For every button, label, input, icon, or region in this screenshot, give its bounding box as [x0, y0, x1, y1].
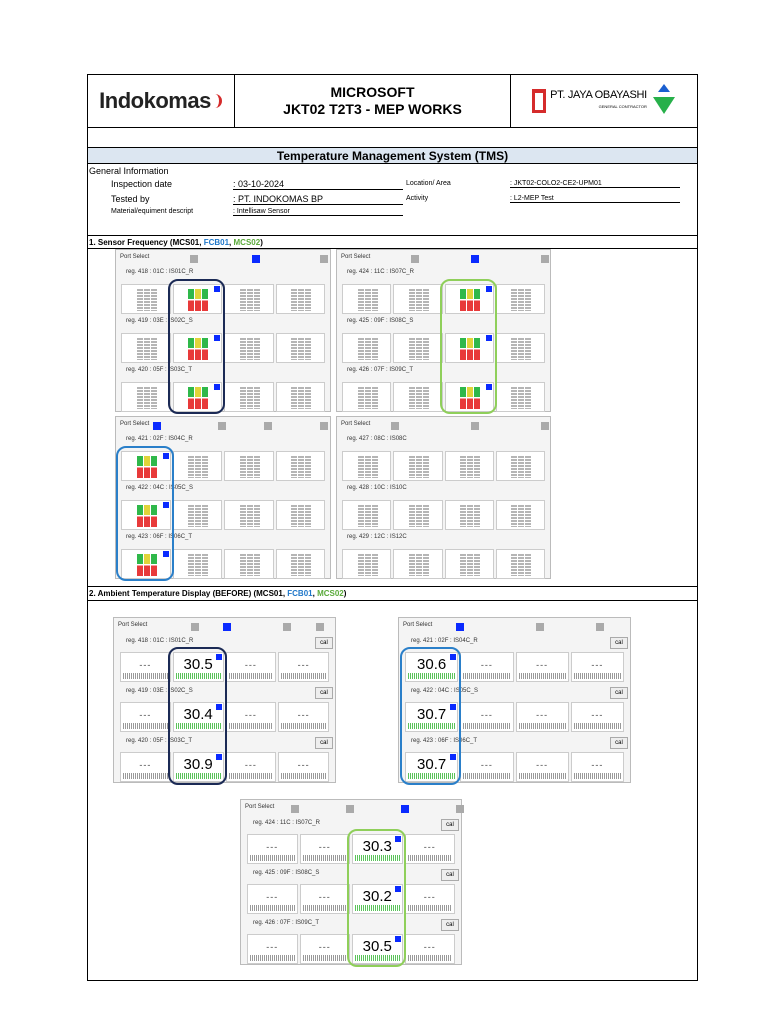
sensor-cell[interactable] [445, 451, 494, 481]
sensor-cell[interactable] [224, 500, 274, 530]
sensor-cell[interactable] [393, 284, 442, 314]
level-bar [408, 955, 453, 961]
level-bar [519, 673, 566, 679]
signal-bars-icon [409, 289, 429, 311]
signal-bars-icon [409, 554, 429, 576]
signal-bars-icon [358, 387, 378, 409]
sensor-cell[interactable] [342, 382, 391, 412]
temperature-cell[interactable] [300, 934, 351, 964]
signal-bars-icon [358, 554, 378, 576]
signal-bars-icon [511, 338, 531, 360]
signal-bars-icon [358, 289, 378, 311]
temperature-cell[interactable] [226, 652, 277, 682]
sensor-cell[interactable] [121, 333, 171, 363]
level-bar [229, 773, 274, 779]
signal-bars-icon [137, 387, 157, 409]
sensor-cell[interactable] [393, 451, 442, 481]
level-bar [463, 673, 510, 679]
cal-button[interactable]: cal [315, 687, 333, 699]
port-select-label: Port Select [403, 622, 433, 628]
temperature-cell[interactable] [120, 752, 171, 782]
sensor-cell[interactable] [342, 500, 391, 530]
temperature-cell[interactable] [247, 884, 298, 914]
sensor-cell[interactable] [342, 284, 391, 314]
divider [87, 586, 698, 587]
indokomas-logo [87, 74, 235, 127]
port-indicator[interactable] [283, 623, 291, 631]
level-bar [463, 723, 510, 729]
sensor-cell[interactable] [173, 500, 223, 530]
temperature-cell[interactable] [516, 752, 569, 782]
cal-button[interactable]: cal [441, 869, 459, 881]
sensor-cell[interactable] [173, 549, 223, 579]
tested-label: Tested by [111, 194, 150, 204]
signal-bars-icon [511, 554, 531, 576]
sensor-cell[interactable] [393, 333, 442, 363]
signal-bars-icon [409, 338, 429, 360]
highlight-box [168, 647, 227, 785]
level-bar [408, 905, 453, 911]
port-select-label: Port Select [341, 421, 371, 427]
jo-logo-text: PT. JAYA OBAYASHI [550, 88, 647, 101]
sensor-cell[interactable] [496, 500, 545, 530]
level-bar [574, 723, 621, 729]
port-indicator[interactable] [252, 255, 260, 263]
port-indicator[interactable] [541, 255, 549, 263]
port-indicator[interactable] [291, 805, 299, 813]
sensor-cell[interactable] [445, 500, 494, 530]
port-indicator[interactable] [316, 623, 324, 631]
temperature-cell[interactable] [405, 884, 456, 914]
temperature-cell[interactable] [460, 752, 513, 782]
level-bar [250, 955, 295, 961]
no-reading-dashes: --- [423, 842, 436, 852]
temperature-cell[interactable] [460, 652, 513, 682]
inspection-label: Inspection date [111, 179, 173, 189]
port-indicator[interactable] [471, 255, 479, 263]
tested-value: : PT. INDOKOMAS BP [233, 194, 403, 205]
port-indicator[interactable] [471, 422, 479, 430]
temperature-cell[interactable] [278, 702, 329, 732]
material-value: : Intellisaw Sensor [233, 208, 403, 216]
register-label: reg. 422 : 04C : IS05C_S [126, 485, 194, 491]
sensor-frequency-panel [336, 416, 551, 579]
port-indicator[interactable] [346, 805, 354, 813]
port-indicator[interactable] [391, 422, 399, 430]
signal-bars-icon [188, 505, 208, 527]
highlight-box [347, 829, 406, 967]
register-label: reg. 424 : 11C : IS07C_R [347, 269, 414, 275]
port-indicator[interactable] [223, 623, 231, 631]
port-indicator[interactable] [218, 422, 226, 430]
level-bar [123, 773, 168, 779]
cal-button[interactable]: cal [610, 637, 628, 649]
signal-bars-icon [511, 505, 531, 527]
port-indicator[interactable] [401, 805, 409, 813]
sensor-cell[interactable] [224, 382, 274, 412]
temperature-cell[interactable] [516, 702, 569, 732]
signal-bars-icon [240, 387, 260, 409]
temperature-value: 30.5 [183, 656, 213, 673]
signal-bars-icon [511, 289, 531, 311]
temperature-cell[interactable] [247, 834, 298, 864]
signal-bars-icon [358, 456, 378, 478]
level-bar [123, 723, 168, 729]
no-reading-dashes: --- [423, 942, 436, 952]
logo-swoosh-icon [212, 94, 222, 108]
sensor-cell[interactable] [445, 549, 494, 579]
level-bar [574, 673, 621, 679]
temperature-value: 30.9 [183, 756, 213, 773]
sensor-cell[interactable] [342, 451, 391, 481]
section-1-title [89, 238, 263, 247]
register-label: reg. 429 : 12C : IS12C [347, 534, 407, 540]
no-reading-dashes: --- [318, 842, 331, 852]
signal-bars-icon [291, 505, 311, 527]
location-label: Location/ Area [406, 180, 451, 187]
section-1-mcs: MCS02 [233, 238, 261, 247]
port-indicator[interactable] [320, 255, 328, 263]
temperature-cell[interactable] [405, 934, 456, 964]
sensor-cell[interactable] [121, 382, 171, 412]
register-label: reg. 419 : 03E : IS02C_S [126, 688, 193, 694]
register-label: reg. 423 : 06F : IS06C_T [126, 534, 193, 540]
temperature-value: 30.3 [362, 838, 392, 855]
location-value: : JKT02-COLO2-CE2-UPM01 [510, 180, 680, 188]
activity-value: : L2-MEP Test [510, 195, 680, 203]
level-bar [303, 855, 348, 861]
signal-bars-icon [409, 505, 429, 527]
level-bar [408, 855, 453, 861]
sensor-cell[interactable] [496, 549, 545, 579]
signal-bars-icon [240, 554, 260, 576]
signal-bars-icon [291, 387, 311, 409]
jo-logo-sub: GENERAL CONTRACTOR [598, 103, 647, 109]
section-1-fcb: FCB01 [203, 238, 230, 247]
cal-button[interactable]: cal [315, 737, 333, 749]
no-reading-dashes: --- [318, 892, 331, 902]
sensor-cell[interactable] [121, 284, 171, 314]
level-bar [250, 905, 295, 911]
level-bar [303, 905, 348, 911]
highlight-box [116, 446, 174, 581]
sensor-cell[interactable] [496, 451, 545, 481]
no-reading-dashes: --- [297, 760, 310, 770]
signal-bars-icon [291, 456, 311, 478]
jaya-obayashi-logo [511, 74, 698, 127]
temperature-cell[interactable] [226, 702, 277, 732]
port-indicator[interactable] [456, 623, 464, 631]
temperature-value: 30.7 [417, 756, 447, 773]
temperature-value: 30.6 [417, 656, 447, 673]
port-select-label: Port Select [245, 804, 275, 810]
general-heading: General Information [89, 166, 169, 176]
no-reading-dashes: --- [244, 710, 257, 720]
activity-label: Activity [406, 195, 429, 202]
sensor-cell[interactable] [224, 451, 274, 481]
level-bar [519, 723, 566, 729]
signal-bars-icon [188, 554, 208, 576]
temperature-cell[interactable] [278, 752, 329, 782]
register-label: reg. 422 : 04C : IS05C_S [411, 688, 479, 694]
port-indicator[interactable] [411, 255, 419, 263]
port-indicator[interactable] [190, 255, 198, 263]
diamond-logo-icon [651, 84, 677, 118]
signal-bars-icon [511, 387, 531, 409]
level-bar [229, 723, 274, 729]
no-reading-dashes: --- [266, 842, 279, 852]
header-title [235, 74, 511, 127]
no-reading-dashes: --- [536, 660, 549, 670]
cal-button[interactable]: cal [441, 919, 459, 931]
highlight-box [168, 279, 226, 414]
temperature-cell[interactable] [516, 652, 569, 682]
sensor-cell[interactable] [276, 549, 326, 579]
temperature-value: 30.2 [362, 888, 392, 905]
register-label: reg. 419 : 03E : IS02C_S [126, 318, 193, 324]
register-label: reg. 424 : 11C : IS07C_R [253, 820, 320, 826]
signal-bars-icon [358, 505, 378, 527]
temperature-cell[interactable] [300, 834, 351, 864]
title-line-1: MICROSOFT [330, 83, 415, 100]
signal-bars-icon [137, 338, 157, 360]
temperature-cell[interactable] [571, 702, 624, 732]
no-reading-dashes: --- [318, 942, 331, 952]
no-reading-dashes: --- [297, 660, 310, 670]
signal-bars-icon [291, 289, 311, 311]
level-bar [229, 673, 274, 679]
section-2-suffix: ) [343, 589, 347, 598]
sensor-cell[interactable] [224, 333, 274, 363]
temperature-cell[interactable] [460, 702, 513, 732]
temperature-value: 30.4 [183, 706, 213, 723]
no-reading-dashes: --- [536, 760, 549, 770]
jo-mark-icon [532, 89, 546, 113]
level-bar [281, 723, 326, 729]
cal-button[interactable]: cal [315, 637, 333, 649]
cal-button[interactable]: cal [610, 737, 628, 749]
register-label: reg. 421 : 02F : IS04C_R [411, 638, 478, 644]
tms-title: Temperature Management System (TMS) [88, 147, 697, 164]
sensor-cell[interactable] [276, 500, 326, 530]
cal-button[interactable]: cal [610, 687, 628, 699]
cal-button[interactable]: cal [441, 819, 459, 831]
port-indicator[interactable] [541, 422, 549, 430]
register-label: reg. 421 : 02F : IS04C_R [126, 436, 193, 442]
section-2-fcb: FCB01 [287, 589, 313, 598]
level-bar [123, 673, 168, 679]
port-select-label: Port Select [120, 254, 150, 260]
register-label: reg. 425 : 09F : IS08C_S [347, 318, 414, 324]
section-2-sep: , [312, 589, 318, 598]
section-2-title [89, 589, 346, 598]
sensor-cell[interactable] [224, 284, 274, 314]
level-bar [281, 673, 326, 679]
no-reading-dashes: --- [591, 760, 604, 770]
no-reading-dashes: --- [266, 892, 279, 902]
divider [87, 600, 698, 601]
temperature-cell[interactable] [226, 752, 277, 782]
no-reading-dashes: --- [536, 710, 549, 720]
signal-bars-icon [240, 338, 260, 360]
temperature-value: 30.5 [362, 938, 392, 955]
register-label: reg. 420 : 05F : IS03C_T [126, 367, 193, 373]
level-bar [519, 773, 566, 779]
port-indicator[interactable] [456, 805, 464, 813]
inspection-value: : 03-10-2024 [233, 179, 403, 190]
register-label: reg. 426 : 07F : IS09C_T [253, 920, 320, 926]
divider [87, 235, 698, 236]
port-select-label: Port Select [120, 421, 150, 427]
sensor-cell[interactable] [393, 382, 442, 412]
no-reading-dashes: --- [139, 760, 152, 770]
section-1-sep: , [229, 238, 234, 247]
level-bar [574, 773, 621, 779]
port-select-label: Port Select [341, 254, 371, 260]
register-label: reg. 423 : 06F : IS06C_T [411, 738, 478, 744]
level-bar [281, 773, 326, 779]
signal-bars-icon [460, 456, 480, 478]
sensor-cell[interactable] [224, 549, 274, 579]
section-1-prefix: 1. Sensor Frequency (MCS01, [89, 238, 204, 247]
register-label: reg. 420 : 05F : IS03C_T [126, 738, 193, 744]
sensor-cell[interactable] [496, 284, 545, 314]
sensor-cell[interactable] [496, 382, 545, 412]
signal-bars-icon [240, 456, 260, 478]
no-reading-dashes: --- [139, 710, 152, 720]
signal-bars-icon [511, 456, 531, 478]
section-1-suffix: ) [260, 238, 263, 247]
signal-bars-icon [460, 554, 480, 576]
temperature-cell[interactable] [300, 884, 351, 914]
signal-bars-icon [460, 505, 480, 527]
sensor-cell[interactable] [276, 382, 326, 412]
no-reading-dashes: --- [244, 660, 257, 670]
register-label: reg. 428 : 10C : IS10C [347, 485, 407, 491]
sensor-cell[interactable] [393, 500, 442, 530]
port-indicator[interactable] [596, 623, 604, 631]
temperature-cell[interactable] [278, 652, 329, 682]
no-reading-dashes: --- [423, 892, 436, 902]
temperature-cell[interactable] [405, 834, 456, 864]
port-indicator[interactable] [153, 422, 161, 430]
title-line-2: JKT02 T2T3 - MEP WORKS [283, 100, 462, 117]
port-indicator[interactable] [536, 623, 544, 631]
signal-bars-icon [358, 338, 378, 360]
temperature-value: 30.7 [417, 706, 447, 723]
section-2-prefix: 2. Ambient Temperature Display (BEFORE) (MCS01, [89, 589, 288, 598]
signal-bars-icon [409, 387, 429, 409]
register-label: reg. 418 : 01C : IS01C_R [126, 269, 194, 275]
signal-bars-icon [291, 554, 311, 576]
temperature-cell[interactable] [571, 752, 624, 782]
divider [87, 127, 698, 128]
sensor-cell[interactable] [276, 333, 326, 363]
signal-bars-icon [240, 505, 260, 527]
no-reading-dashes: --- [480, 710, 493, 720]
temperature-cell[interactable] [247, 934, 298, 964]
level-bar [303, 955, 348, 961]
level-bar [463, 773, 510, 779]
highlight-box [400, 647, 461, 785]
port-indicator[interactable] [320, 422, 328, 430]
material-label: Material/equiment descript [111, 208, 194, 215]
no-reading-dashes: --- [244, 760, 257, 770]
register-label: reg. 427 : 08C : IS08C [347, 436, 407, 442]
sensor-cell[interactable] [276, 284, 326, 314]
no-reading-dashes: --- [591, 660, 604, 670]
section-2-mcs: MCS02 [317, 589, 344, 598]
no-reading-dashes: --- [480, 760, 493, 770]
no-reading-dashes: --- [297, 710, 310, 720]
signal-bars-icon [240, 289, 260, 311]
sensor-cell[interactable] [342, 549, 391, 579]
temperature-cell[interactable] [120, 702, 171, 732]
highlight-box [440, 279, 497, 414]
signal-bars-icon [188, 456, 208, 478]
register-label: reg. 425 : 09F : IS08C_S [253, 870, 320, 876]
port-indicator[interactable] [264, 422, 272, 430]
no-reading-dashes: --- [480, 660, 493, 670]
temperature-cell[interactable] [120, 652, 171, 682]
port-select-label: Port Select [118, 622, 148, 628]
level-bar [250, 855, 295, 861]
temperature-cell[interactable] [571, 652, 624, 682]
no-reading-dashes: --- [139, 660, 152, 670]
sensor-cell[interactable] [342, 333, 391, 363]
signal-bars-icon [291, 338, 311, 360]
signal-bars-icon [409, 456, 429, 478]
signal-bars-icon [137, 289, 157, 311]
sensor-cell[interactable] [496, 333, 545, 363]
register-label: reg. 426 : 07F : IS09C_T [347, 367, 414, 373]
no-reading-dashes: --- [266, 942, 279, 952]
no-reading-dashes: --- [591, 710, 604, 720]
port-indicator[interactable] [191, 623, 199, 631]
register-label: reg. 418 : 01C : IS01C_R [126, 638, 194, 644]
sensor-cell[interactable] [276, 451, 326, 481]
indokomas-logo-text: Indokomas [99, 87, 211, 113]
sensor-cell[interactable] [393, 549, 442, 579]
sensor-cell[interactable] [173, 451, 223, 481]
